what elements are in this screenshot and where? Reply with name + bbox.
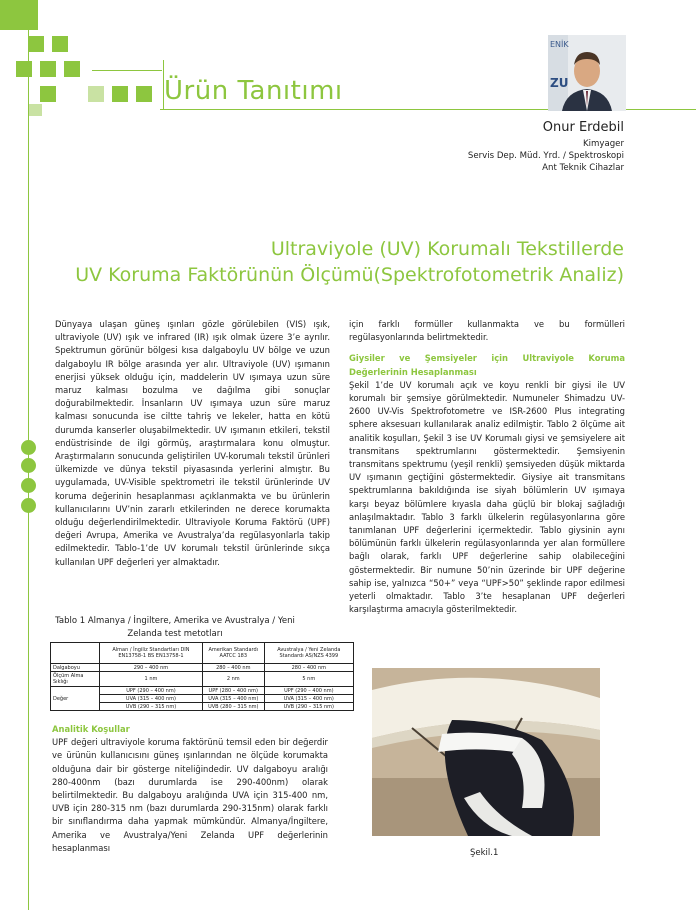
article-title-line2: UV Koruma Faktörünün Ölçümü(Spektrofotometrik Analiz)	[75, 264, 624, 286]
decor-square	[136, 86, 152, 102]
decor-square	[112, 86, 128, 102]
figure-umbrella-garment	[372, 668, 600, 836]
photo-logo-text: ZU	[550, 76, 569, 90]
table-cell: UVA (315 – 400 nm)	[100, 695, 203, 703]
decor-square	[0, 0, 38, 30]
left-column-bottom	[52, 723, 328, 855]
decor-square	[40, 86, 56, 102]
table-cell: 2 nm	[202, 672, 264, 687]
author-title: Kimyager	[582, 139, 624, 149]
author-department: Servis Dep. Müd. Yrd. / Spektroskopi	[467, 151, 624, 161]
right-intro-paragraph: için farklı formüller kullanmakta ve bu formülleri regülasyonlarında belirtmektedir.	[349, 319, 625, 343]
margin-dot	[21, 478, 36, 493]
decor-square	[52, 36, 68, 52]
intro-paragraph: Dünyaya ulaşan güneş ışınları gözle görülebilen (VIS) ışık, ultraviyole (UV) ışık ve infrared (IR) ışık olmak üzere 3’e ayrılır. Spektrumun görünür bölgesi kısa dalgaboylu UV bölge ve uzun dalgaboylu IR bölge arasında yer alır. Ultraviyole (UV) ışımanın enerjisi yüksek olduğu için, maddelerin UV ışımaya uzun süre maruz kalması bozulma ve dağılma gibi sonuçlar doğurabilmektedir. İnsanların UV ışımaya uzun süre maruz kalması sonucunda ise ciltte tahriş ve lekeler, hatta en kötü durumda kanserler oluşabilmektedir. UV ışımanın etkileri, tekstil endüstrisinde de ilgi görmüş, araştırmalara konu olmuştur. Araştırmaların sonucunda geliştirilen UV-korumalı tekstil ürünleri ülkemizde ve dünya tekstil piyasasında yerlerini almıştır. Bu uygulamada, UV-Visible spektrometri ile tekstil ürünlerinde UV koruma değerinin hesaplanması açıklanmakta ve bu ürünlerin kullanıcılarını UV’nin zararlı etkilerinden ne derece korumakta olduğu değerlendirilmektedir. Ultraviyole Koruma Faktörü (UPF) değeri Avrupa, Amerika ve Avustralya’da regülasyonlarla takip edilmektedir. Tablo-1’de UV korumalı tekstil ürünlerinde sıkça kullanılan UPF değerleri yer almaktadır.	[55, 319, 330, 567]
margin-dot	[21, 440, 36, 455]
table-cell: 280 – 400 nm	[264, 664, 353, 672]
margin-dot	[21, 458, 36, 473]
table-cell: UVB (290 – 315 nm)	[100, 703, 203, 711]
analitik-heading: Analitik Koşullar	[52, 724, 130, 734]
table-cell: UPF (280 – 400 nm)	[202, 687, 264, 695]
table-cell: 5 nm	[264, 672, 353, 687]
table-header-cell: Avustralya / Yeni Zelanda Standardı AS/NZS 4399	[264, 643, 353, 664]
table-row-label: Dalgaboyu	[51, 664, 100, 672]
left-column-top	[55, 318, 330, 569]
table-row	[51, 687, 354, 695]
table-cell: UVA (315 – 400 nm)	[202, 695, 264, 703]
photo-logo-text: ENİK	[550, 40, 569, 49]
decor-square	[28, 36, 44, 52]
decor-square	[28, 104, 42, 116]
author-name: Onur Erdebil	[542, 120, 624, 135]
table-row-label: Ölçüm Alma Sıklığı	[51, 672, 100, 687]
table-cell: UPF (290 – 400 nm)	[264, 687, 353, 695]
decor-square	[88, 86, 104, 102]
table-row	[51, 664, 354, 672]
table-header-cell: Amerikan Standardı AATCC 183	[202, 643, 264, 664]
table-row	[51, 672, 354, 687]
decor-line	[92, 70, 162, 71]
analitik-paragraph: UPF değeri ultraviyole koruma faktörünü temsil eden bir değerdir ve ürünün kullanıcısını güneş ışınlarından ne ölçüde korumakta olduğuna dair bir gösterge niteliğindedir. UV dalgaboyu aralığı 280-400nm (bazı durumlarda ise 290-400nm) olarak belirtilmektedir. Bu dalgaboyu aralığında UVA için 315-400 nm, UVB için 280-315 nm (bazı durumlarda 290-315nm) olarak farklı bir sınıflandırma daha yapmak mümkündür. Almanya/İngiltere, Amerika ve Avustralya/Yeni Zelanda UPF değerlerinin hesaplanması	[52, 737, 328, 853]
margin-dot	[21, 498, 36, 513]
giysi-paragraph: Şekil 1’de UV korumalı açık ve koyu renkli bir giysi ile UV korumalı bir şemsiye görülmektedir. Numuneler Shimadzu UV-2600 UV-Vis Spektrofotometre ve ISR-2600 Plus integrating sphere aksesuarı kullanılarak analiz edilmiştir. Tablo 2 ölçüme ait analitik koşulları, Şekil 3 ise UV Korumalı giysi ve şemsiyelere ait transmitans spektrumlarını göstermektedir. Şemsiyenin transmitans spektrumu (yeşil renkli) şemsiyeden düşük miktarda UV ışımanın geçtiğini göstermektedir. Giysiye ait transmitans spektrumlarına bakıldığında ise siyah bölümlerin UV ışımaya karşı beyaz bölümlere kıyasla daha güçlü bir blokaj sağladığı anlaşılmaktadır. Tablo 3 farklı ülkelerin regülasyonlarına göre tanımlanan UPF değerlerini içermektedir. Tablo giysinin aynı bölümünün farklı ülkelerin regülasyonlarında yer alan formüllere bağlı olarak, farklı UPF değerlerine sahip olabileceğini göstermektedir. Bir numune 50’nin üzerinde bir UPF değerine sahip ise, yalnızca “50+” veya “UPF>50” şeklinde rapor edilmesi yeterli olmaktadır. Tablo 3’te hesaplanan UPF değerleri karşılaştırma amacıyla gösterilmektedir.	[349, 379, 625, 615]
decor-square	[64, 61, 80, 77]
table-cell: 280 – 400 nm	[202, 664, 264, 672]
table-cell: 290 – 400 nm	[100, 664, 203, 672]
section-title: Ürün Tanıtımı	[164, 76, 343, 106]
table-cell: 1 nm	[100, 672, 203, 687]
table-cell: UVA (315 – 400 nm)	[264, 695, 353, 703]
decor-square	[40, 61, 56, 77]
table1	[50, 642, 354, 711]
margin-rule	[28, 0, 29, 910]
table-cell: UPF (290 – 400 nm)	[100, 687, 203, 695]
decor-square	[16, 61, 32, 77]
figure-caption: Şekil.1	[470, 848, 499, 858]
article-title-line1: Ultraviyole (UV) Korumalı Tekstillerde	[270, 238, 624, 260]
table1-caption: Tablo 1 Almanya / İngiltere, Amerika ve Avustralya / Yeni Zelanda test metotları	[55, 616, 295, 639]
right-column	[349, 318, 625, 616]
table-row-label: Değer	[51, 687, 100, 711]
table-header-cell	[51, 643, 100, 664]
table-header-row	[51, 643, 354, 664]
table-cell: UVB (280 – 315 nm)	[202, 703, 264, 711]
author-company: Ant Teknik Cihazlar	[542, 163, 624, 173]
table-cell: UVB (290 – 315 nm)	[264, 703, 353, 711]
table-header-cell: Alman / İngiliz Standartları DIN EN13758-1 BS EN13758-1	[100, 643, 203, 664]
author-photo	[548, 35, 626, 111]
giysi-heading: Giysiler ve Şemsiyeler için Ultraviyole Koruma Değerlerinin Hesaplanması	[349, 353, 625, 377]
